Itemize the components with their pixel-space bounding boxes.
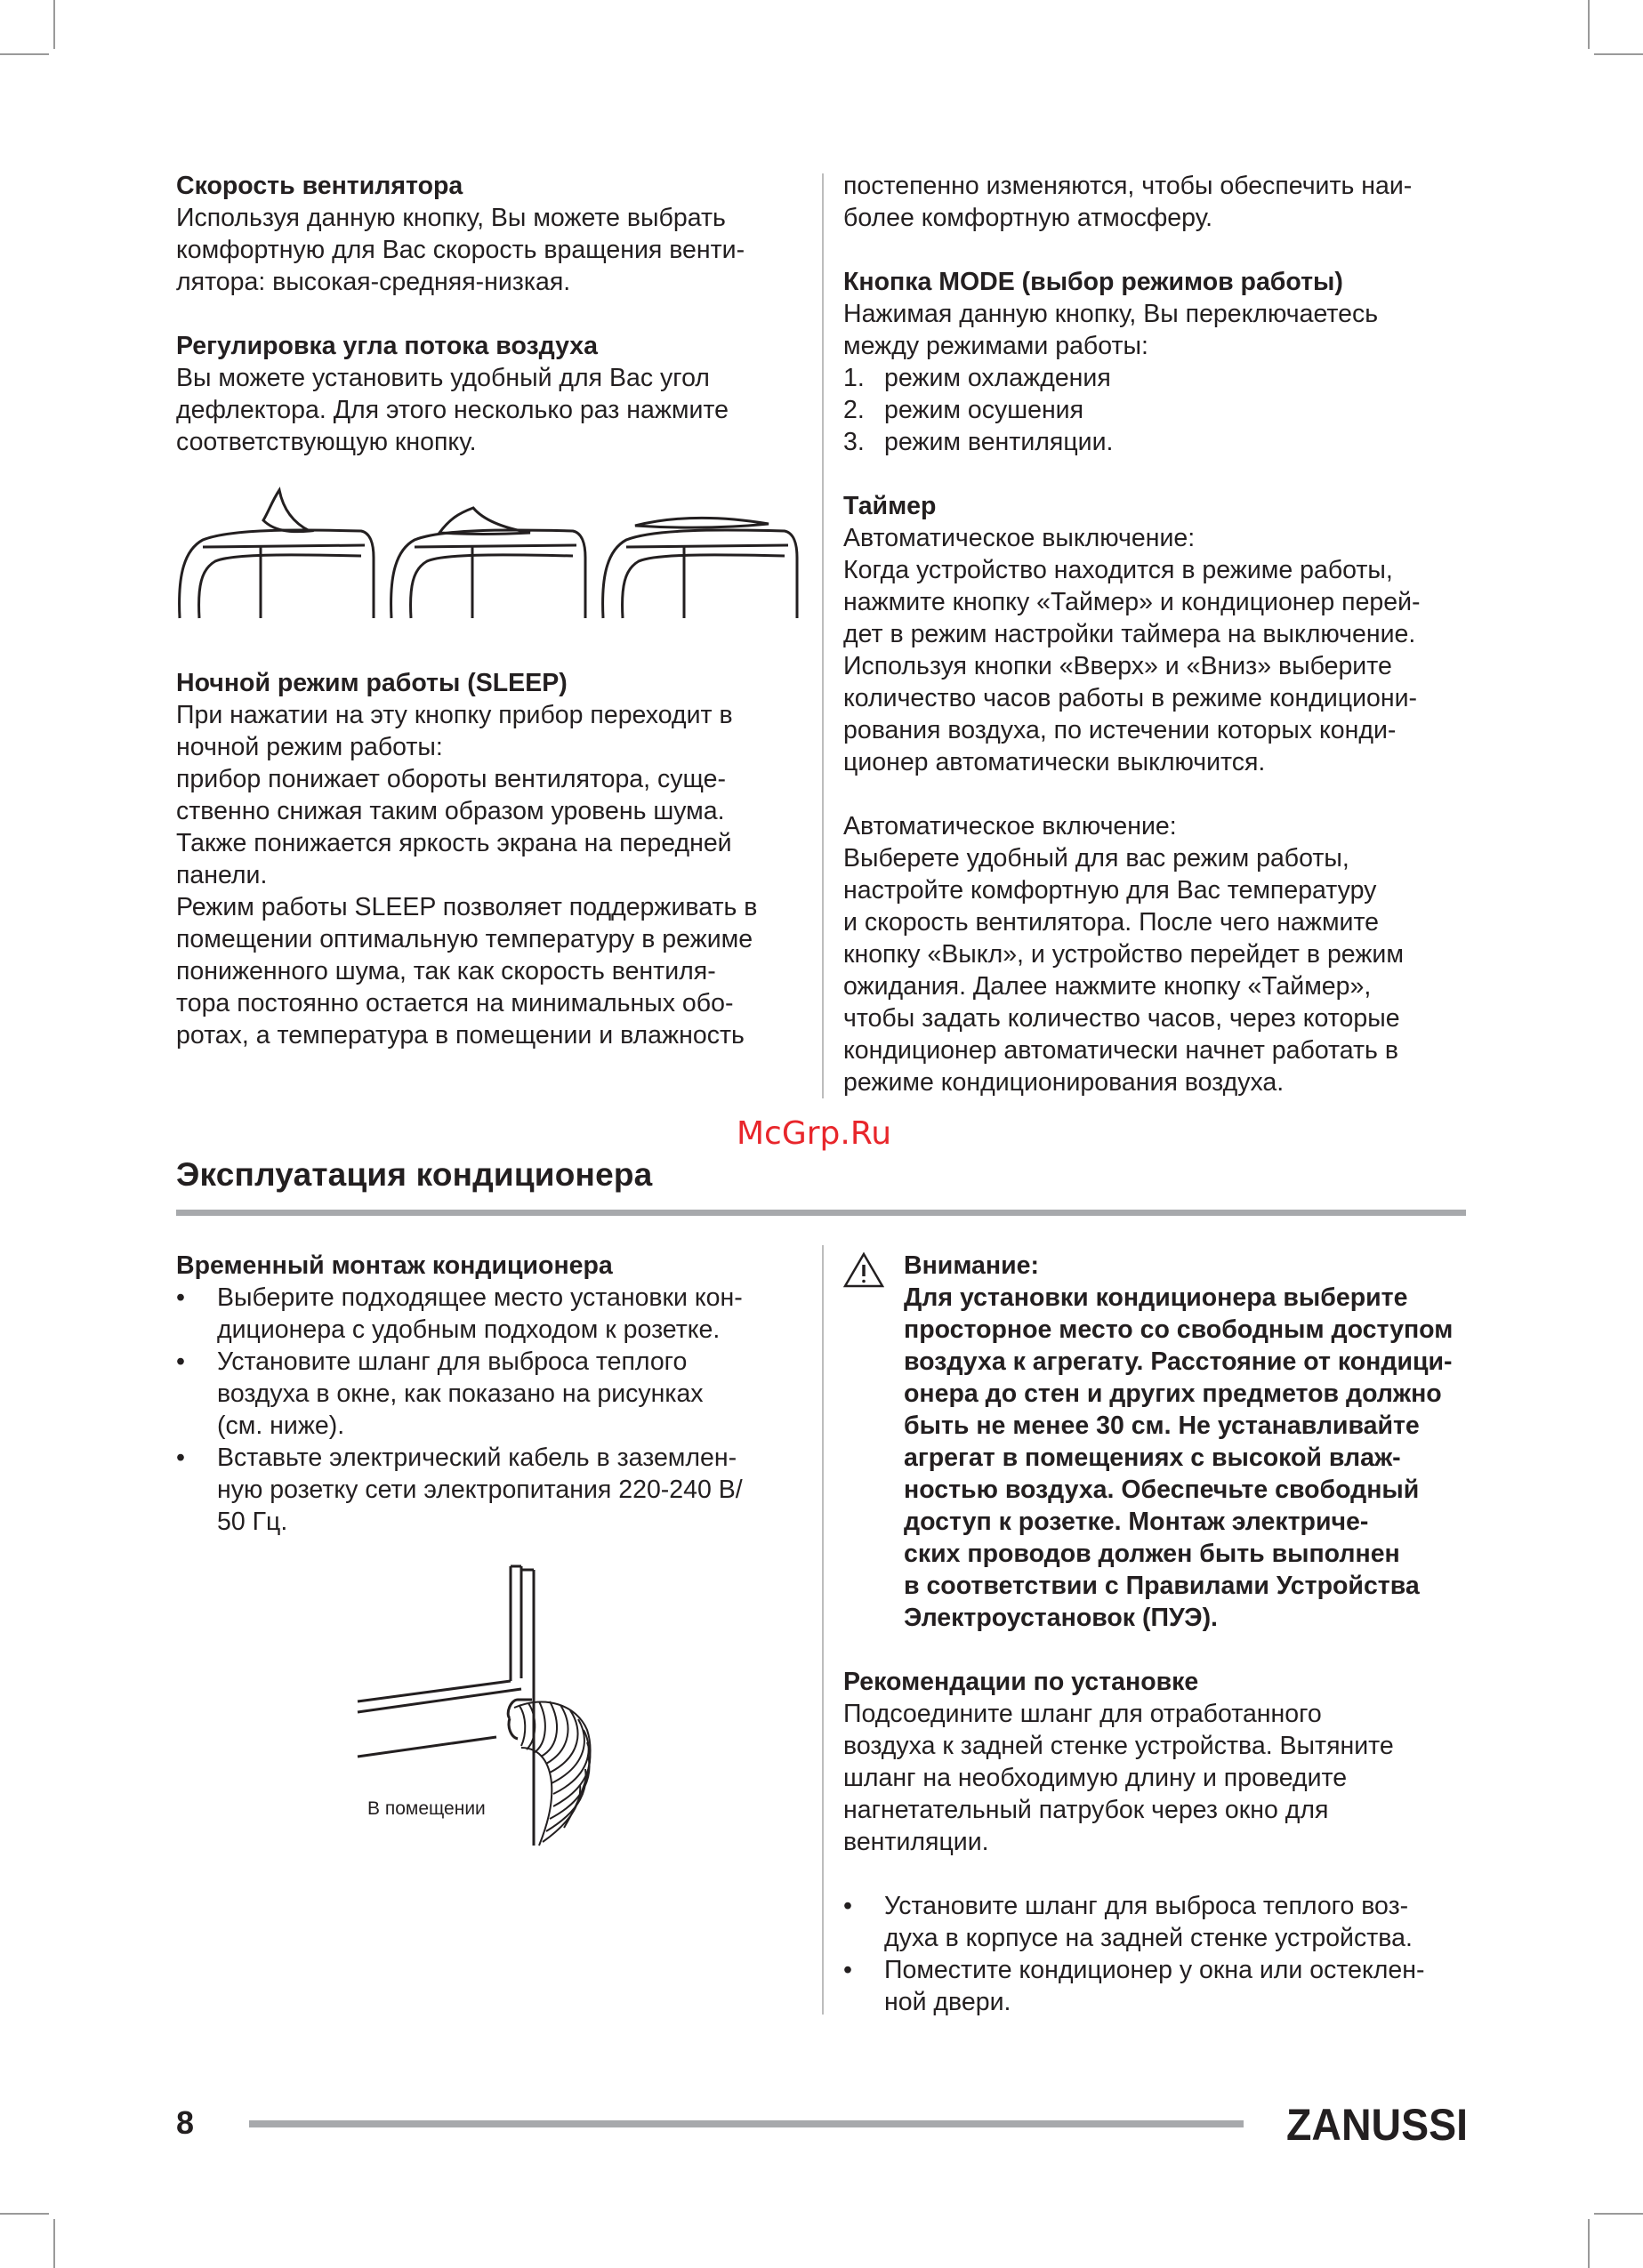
left-column-top (176, 170, 790, 458)
text-line: Используя данную кнопку, Вы можете выбрать (176, 204, 726, 232)
text-line: ную розетку сети электропитания 220-240 В/ (217, 1476, 743, 1504)
deflector-position-high (180, 490, 374, 618)
text-line: чтобы задать количество часов, через которые (843, 1004, 1400, 1033)
list-text: режим осушения (884, 396, 1084, 424)
zanussi-logo (1285, 2101, 1469, 2147)
crop-mark (0, 53, 49, 55)
list-item (843, 1890, 1470, 1954)
text-line: 50 Гц. (217, 1508, 288, 1536)
column-divider (822, 1245, 824, 2015)
text-line: просторное место со свободным доступом (904, 1315, 1454, 1344)
text-line: ожидания. Далее нажмите кнопку «Таймер», (843, 972, 1372, 1001)
brand-text: ZANUSSI (1286, 2101, 1468, 2147)
text-line: между режимами работы: (843, 332, 1148, 360)
list-item (176, 1346, 790, 1442)
text-line: доступ к розетке. Монтаж электриче- (904, 1508, 1369, 1536)
text-line: лятора: высокая-средняя-низкая. (176, 268, 571, 296)
recommendations-list (843, 1890, 1470, 2018)
list-item (843, 362, 1470, 394)
text-line: Автоматическое выключение: (843, 524, 1196, 552)
crop-mark (1588, 0, 1590, 49)
warning-and-recommendations (843, 1250, 1470, 2018)
text-line: воздуха к задней стенке устройства. Вытяните (843, 1732, 1394, 1760)
list-text: режим охлаждения (884, 364, 1111, 392)
text-line: Вы можете установить удобный для Вас угол (176, 364, 710, 392)
temp-install-list (176, 1282, 790, 1538)
list-text: режим вентиляции. (884, 428, 1114, 456)
text-line: соответствующую кнопку. (176, 428, 477, 456)
text-line: панели. (176, 861, 268, 889)
text-line: Нажимая данную кнопку, Вы переключаетесь (843, 300, 1379, 328)
text-line: Режим работы SLEEP позволяет поддерживать в (176, 893, 758, 921)
text-line: шланг на необходимую длину и проведите (843, 1764, 1348, 1792)
column-divider (822, 173, 824, 1098)
text-line: прибор понижает обороты вентилятора, суще- (176, 765, 726, 793)
watermark: McGrp.Ru (737, 1115, 892, 1152)
text-line: • Выберите подходящее место установки кон- (217, 1283, 743, 1312)
text-line: нагнетательный патрубок через окно для (843, 1796, 1329, 1824)
timer-heading: Таймер (843, 492, 937, 520)
warning-heading: Внимание: (904, 1251, 1039, 1280)
text-line: комфортную для Вас скорость вращения венти- (176, 236, 745, 264)
text-line: (см. ниже). (217, 1411, 345, 1440)
deflector-position-low (603, 518, 797, 618)
fan-speed-heading: Скорость вентилятора (176, 172, 463, 200)
footer-rule (249, 2120, 1244, 2127)
text-line: ностью воздуха. Обеспечьте свободный (904, 1476, 1420, 1504)
text-line: • Поместите кондиционер у окна или остеклен- (884, 1956, 1425, 1984)
text-line: • Установите шланг для выброса теплого воз- (884, 1892, 1409, 1920)
text-line: режиме кондиционирования воздуха. (843, 1068, 1285, 1097)
figure-caption: В помещении (367, 1798, 486, 1819)
text-line: настройте комфортную для Вас температуру (843, 876, 1377, 905)
text-line: тора постоянно остается на минимальных обо- (176, 989, 734, 1017)
list-number: 1. (843, 364, 865, 392)
list-number: 3. (843, 428, 865, 456)
text-line: онера до стен и других предметов должно (904, 1379, 1442, 1408)
text-line: в соответствии с Правилами Устройства (904, 1572, 1420, 1600)
text-line: Когда устройство находится в режиме работы, (843, 556, 1393, 584)
text-line: Электроустановок (ПУЭ). (904, 1604, 1218, 1632)
text-line: При нажатии на эту кнопку прибор переходит в (176, 701, 733, 729)
temp-install-heading: Временный монтаж кондиционера (176, 1251, 613, 1280)
text-line: Подсоедините шланг для отработанного (843, 1700, 1322, 1728)
airflow-heading: Регулировка угла потока воздуха (176, 332, 598, 360)
text-line: кнопку «Выкл», и устройство перейдет в режим (843, 940, 1404, 969)
text-line: дет в режим настройки таймера на выключение. (843, 620, 1416, 648)
recommendations-heading: Рекомендации по установке (843, 1668, 1199, 1696)
text-line: ной двери. (884, 1988, 1011, 2016)
text-line: вентиляции. (843, 1828, 989, 1856)
section-title: Эксплуатация кондиционера (176, 1156, 653, 1193)
text-line: Выберете удобный для вас режим работы, (843, 844, 1349, 873)
mode-heading: Кнопка MODE (выбор режимов работы) (843, 268, 1343, 296)
crop-mark (0, 2213, 49, 2215)
text-line: • Установите шланг для выброса теплого (217, 1347, 688, 1376)
text-line: дефлектора. Для этого несколько раз нажмите (176, 396, 729, 424)
list-item (176, 1282, 790, 1346)
text-line: Для установки кондиционера выберите (904, 1283, 1408, 1312)
text-line: Автоматическое включение: (843, 812, 1177, 840)
temp-install-section (176, 1250, 790, 1538)
list-item (843, 394, 1470, 426)
text-line: ционер автоматически выключится. (843, 748, 1266, 776)
crop-mark (1594, 53, 1643, 55)
right-column-top (843, 170, 1470, 1098)
section-rule (176, 1210, 1466, 1216)
text-line: ственно снижая таким образом уровень шума. (176, 797, 725, 825)
warning-block (843, 1250, 1470, 1634)
text-line: диционера с удобным подходом к розетке. (217, 1315, 721, 1344)
list-item (176, 1442, 790, 1538)
deflector-position-mid (391, 508, 585, 618)
warning-icon (843, 1251, 884, 1289)
text-line: быть не менее 30 см. Не устанавливайте (904, 1411, 1420, 1440)
crop-mark (53, 2219, 55, 2268)
list-number: 2. (843, 396, 865, 424)
text-line: воздуха к агрегату. Расстояние от кондици- (904, 1347, 1453, 1376)
text-line: Также понижается яркость экрана на передней (176, 829, 732, 857)
text-line: воздуха в окне, как показано на рисунках (217, 1379, 704, 1408)
list-item (843, 426, 1470, 458)
deflector-illustration (176, 485, 799, 631)
text-line: ротах, а температура в помещении и влажность (176, 1021, 745, 1050)
mode-list (843, 362, 1470, 458)
page-number: 8 (176, 2104, 195, 2141)
text-line: ских проводов должен быть выполнен (904, 1540, 1400, 1568)
text-line: рования воздуха, по истечении которых конди- (843, 716, 1397, 744)
crop-mark (1588, 2219, 1590, 2268)
text-line: Используя кнопки «Вверх» и «Вниз» выберите (843, 652, 1392, 680)
text-line: агрегат в помещениях с высокой влаж- (904, 1444, 1401, 1472)
text-line: кондиционер автоматически начнет работать в (843, 1036, 1398, 1065)
sleep-heading: Ночной режим работы (SLEEP) (176, 669, 568, 697)
text-line: количество часов работы в режиме кондициони- (843, 684, 1417, 712)
text-line: пониженного шума, так как скорость вентиля- (176, 957, 716, 985)
text-line: нажмите кнопку «Таймер» и кондиционер перей- (843, 588, 1421, 616)
list-item (843, 1954, 1470, 2018)
text-line: постепенно изменяются, чтобы обеспечить наи- (843, 172, 1413, 200)
crop-mark (53, 0, 55, 49)
text-line: помещении оптимальную температуру в режиме (176, 925, 753, 953)
text-line: и скорость вентилятора. После чего нажмите (843, 908, 1380, 937)
text-line: ночной режим работы: (176, 733, 443, 761)
text-line: духа в корпусе на задней стенке устройства. (884, 1924, 1413, 1952)
sleep-section (176, 667, 790, 1051)
text-line: • Вставьте электрический кабель в заземлен- (217, 1444, 737, 1472)
text-line: более комфортную атмосферу. (843, 204, 1213, 232)
crop-mark (1594, 2213, 1643, 2215)
